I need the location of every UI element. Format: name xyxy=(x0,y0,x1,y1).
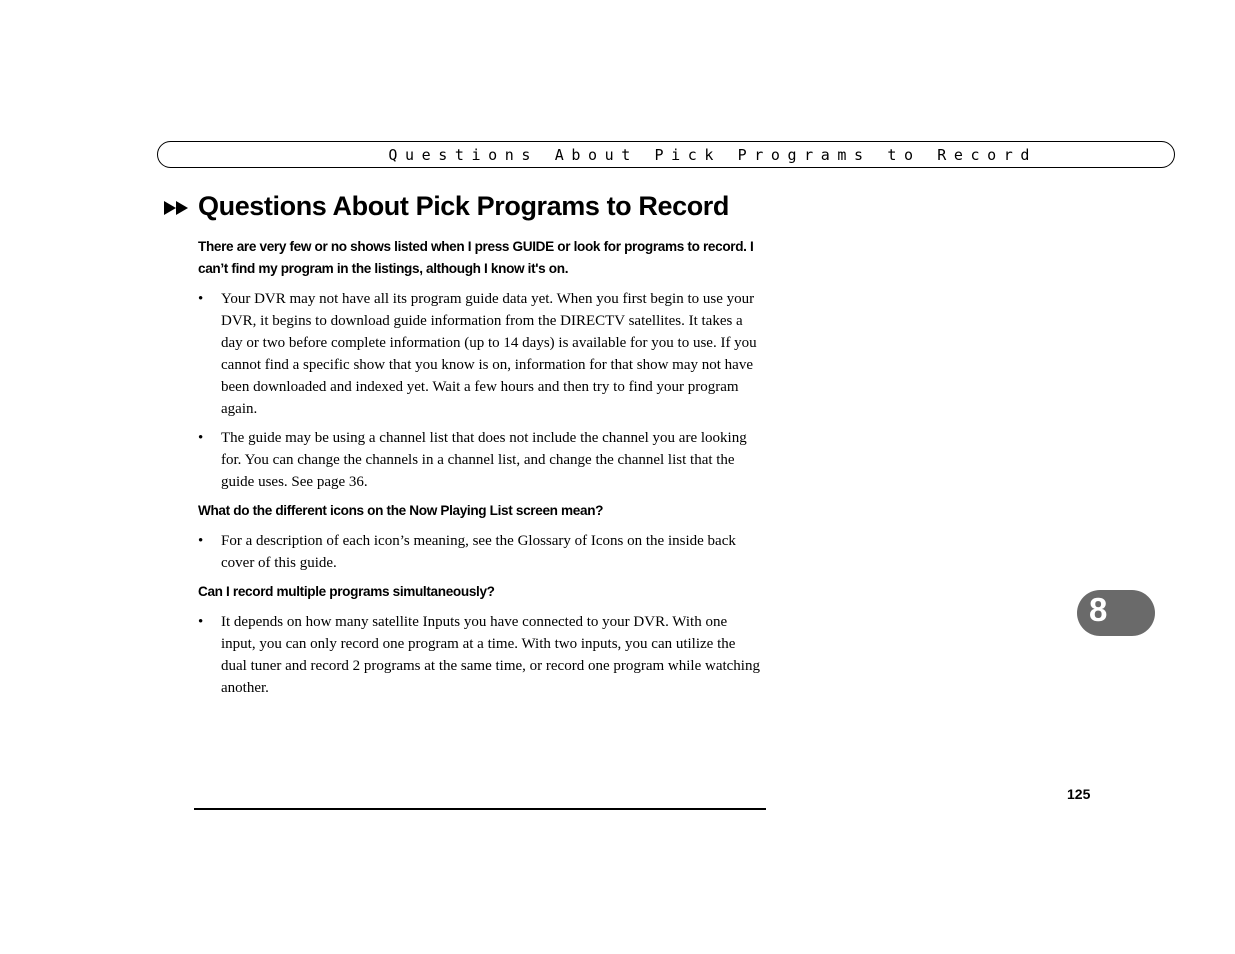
answer-text: Your DVR may not have all its program guide data yet. When you first begin to use your DVR, it begins to download guide information from the DIRECTV satellites. It takes a day or two before complete information (up to 14 days) is available for you to use. If you cannot find a specific show that you know is on, information for that show may not have been downloaded and indexed yet. Wait a few hours and then try to find your program again. xyxy=(221,291,757,417)
bullet-icon: • xyxy=(198,614,204,630)
answer-list xyxy=(198,611,760,699)
chapter-number: 8 xyxy=(1089,591,1108,628)
bullet-icon: • xyxy=(198,430,204,446)
answer-item xyxy=(198,530,760,574)
answer-list xyxy=(198,530,760,574)
answer-text: For a description of each icon’s meaning, see the Glossary of Icons on the inside back cover of this guide. xyxy=(221,533,736,571)
answer-text: It depends on how many satellite Inputs you have connected to your DVR. With one input, you can only record one program at a time. With two inputs, you can utilize the dual tuner and record 2 programs at the same time, or record one program while watching another. xyxy=(221,614,760,696)
chapter-tab xyxy=(1077,590,1155,636)
bullet-icon: • xyxy=(198,533,204,549)
page-title: Questions About Pick Programs to Record xyxy=(198,191,729,221)
question-heading: What do the different icons on the Now Playing List screen mean? xyxy=(198,503,604,518)
page-number: 125 xyxy=(1067,786,1091,802)
question-heading: Can I record multiple programs simultaneously? xyxy=(198,584,495,599)
footer-divider xyxy=(194,808,766,810)
bullet-icon: • xyxy=(198,291,204,307)
fast-forward-icon xyxy=(164,200,190,216)
question-heading: There are very few or no shows listed when I press GUIDE or look for programs to record. I can’t find my program in the listings, although I know it's on. xyxy=(198,239,754,276)
running-header xyxy=(157,141,1175,168)
answer-list xyxy=(198,288,760,493)
answer-item xyxy=(198,611,760,699)
answer-text: The guide may be using a channel list that does not include the channel you are looking for. You can change the channels in a channel list, and change the channel list that the guide uses. See page 36. xyxy=(221,430,747,490)
running-header-text: Questions About Pick Programs to Record xyxy=(388,146,1037,164)
answer-item xyxy=(198,427,760,493)
main-content xyxy=(198,236,760,706)
answer-item xyxy=(198,288,760,420)
